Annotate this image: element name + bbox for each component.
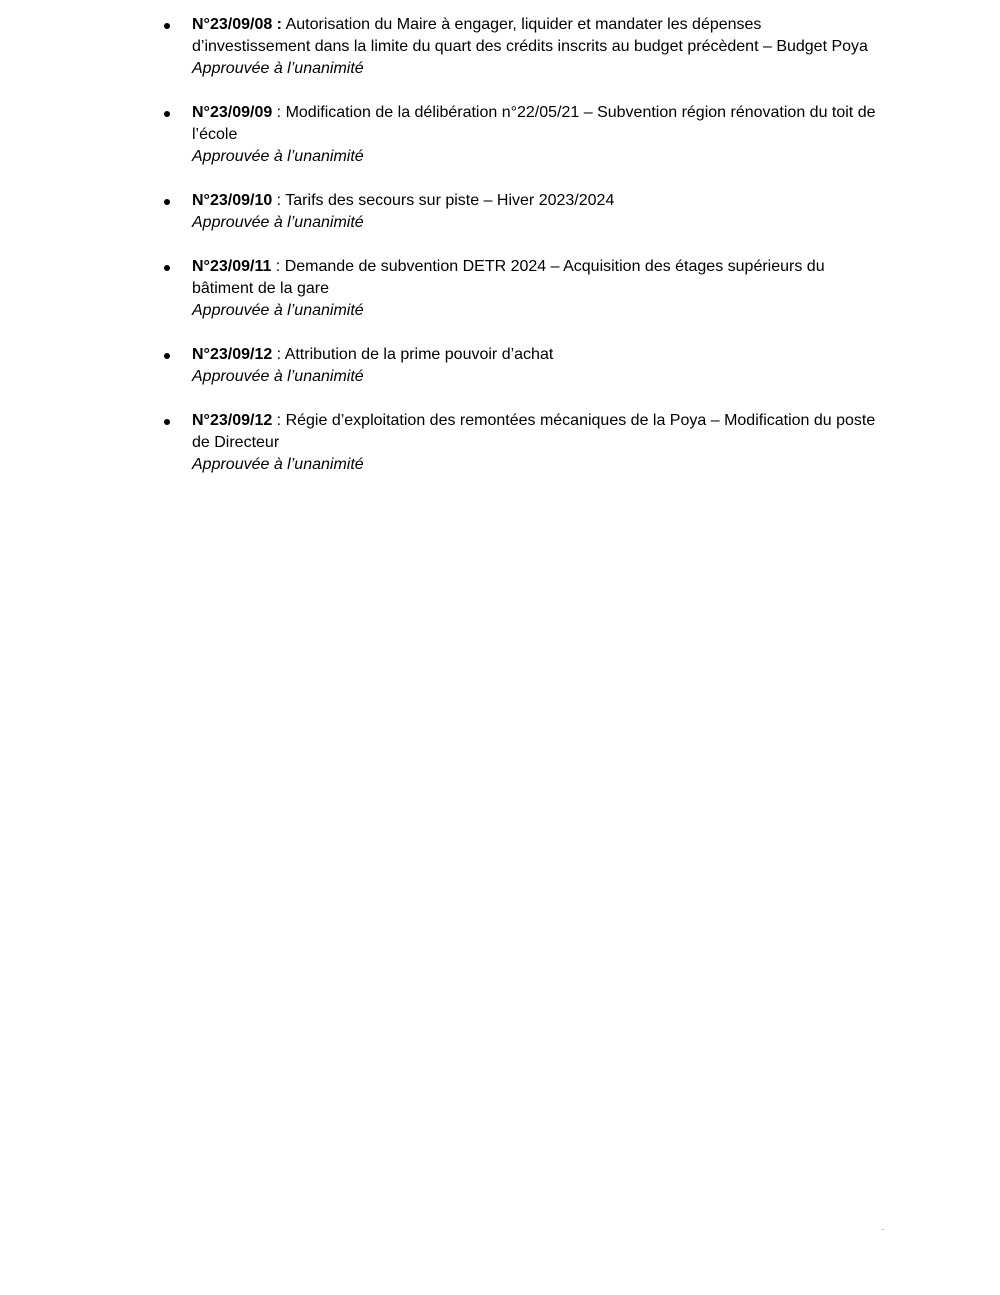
deliberation-title: Autorisation du Maire à engager, liquider et mandater les dépenses d’investissement dans la limite du quart des crédits inscrits au budget précèdent – Budget Poya (192, 16, 868, 55)
vote-result: Approuvée à l’unanimité (192, 368, 364, 385)
bullet-icon (164, 199, 170, 205)
deliberation-number: N°23/09/12 (192, 412, 273, 429)
list-item (0, 410, 1000, 476)
vote-result: Approuvée à l’unanimité (192, 60, 364, 77)
bullet-icon (164, 23, 170, 29)
bullet-icon (164, 111, 170, 117)
deliberations-list (0, 14, 1000, 498)
vote-result: Approuvée à l’unanimité (192, 302, 364, 319)
page-footer-mark (881, 1229, 885, 1230)
deliberation-number: N°23/09/11 (192, 258, 272, 275)
vote-result: Approuvée à l’unanimité (192, 456, 364, 473)
list-item (0, 256, 1000, 322)
deliberation-title: : Modification de la délibération n°22/05/21 – Subvention région rénovation du toit de l’école (192, 104, 876, 143)
deliberation-number: N°23/09/12 (192, 346, 273, 363)
bullet-icon (164, 265, 170, 271)
list-item (0, 190, 1000, 234)
deliberation-title: : Régie d’exploitation des remontées mécaniques de la Poya – Modification du poste de Directeur (192, 412, 876, 451)
deliberation-title: : Tarifs des secours sur piste – Hiver 2023/2024 (272, 192, 615, 209)
list-item (0, 14, 1000, 80)
deliberation-title: : Demande de subvention DETR 2024 – Acquisition des étages supérieurs du bâtiment de la gare (192, 258, 825, 297)
bullet-icon (164, 419, 170, 425)
bullet-icon (164, 353, 170, 359)
list-item (0, 344, 1000, 388)
deliberation-title: : Attribution de la prime pouvoir d’achat (272, 346, 554, 363)
deliberation-number: N°23/09/10 (192, 192, 273, 209)
deliberation-number: N°23/09/09 (192, 104, 273, 121)
list-item (0, 102, 1000, 168)
vote-result: Approuvée à l’unanimité (192, 214, 364, 231)
vote-result: Approuvée à l’unanimité (192, 148, 364, 165)
deliberation-number: N°23/09/08 : (192, 16, 283, 33)
